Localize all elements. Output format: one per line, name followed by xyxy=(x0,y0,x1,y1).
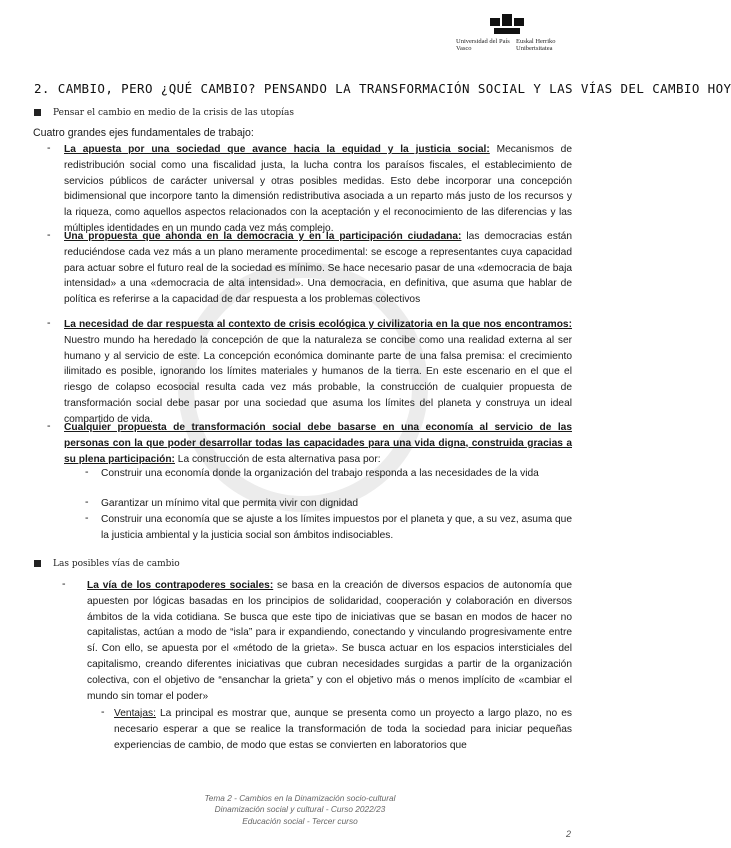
dash-bullet: - xyxy=(62,578,66,590)
list-item: Cualquier propuesta de transformación social debe basarse en una economía al servicio de las personas con la que poder desarrollar todas las capacidades para una vida digna, construida gracias a su plena participación: La construcción de esta alternativa pasa por: xyxy=(64,422,572,465)
list-item: La apuesta por una sociedad que avance hacia la equidad y la justicia social: Mecanismos de redistribución social como una fiscalidad justa, la lucha contra los paraísos fiscales, el establecimiento de servicios públicos de carácter universal y otras posibles medidas. Esto debe incorporar una concepción bidimensional que incorpore tanto la dimensión redistributiva asociada a un reparto más justo de los recursos y la riqueza, como aquellos aspectos relacionados con la aceptación y el reconocimiento de las diferencias y las múltiples identidades en un mundo cada vez más complejo. xyxy=(64,144,572,234)
footer-line: Dinamización social y cultural - Curso 2022/23 xyxy=(214,804,386,815)
dash-bullet: - xyxy=(47,420,51,432)
page-footer xyxy=(0,793,600,827)
dash-bullet: - xyxy=(85,466,89,478)
page-title: 2. CAMBIO, PERO ¿QUÉ CAMBIO? PENSANDO LA TRANSFORMACIÓN SOCIAL Y LAS VÍAS DEL CAMBIO HOY xyxy=(34,81,731,96)
dash-bullet: - xyxy=(85,496,89,508)
footer-line: Tema 2 - Cambios en la Dinamización socio-cultural xyxy=(204,793,396,803)
sub-list-item: Construir una economía donde la organización del trabajo responda a las necesidades de la vida xyxy=(101,468,539,479)
list-item: La vía de los contrapoderes sociales: se basa en la creación de diversos espacios de autonomía que apuesten por lógicas basadas en los principios de solidaridad, cooperación y colaboración en diversos ámbitos de la vida cotidiana. Se busca que este tipo de iniciativas que se basan en modos de hacer no capitalistas, actúan a modo de “isla” para ir expandiendo, conectando y vinculando progresivamente entre sí. Con ello, se apuesta por el «método de la grieta». Se busca actuar en los espacios intersticiales del capitalismo, creando diferentes iniciativas que cubran necesidades surgidas a partir de la organización colectiva, con el objetivo de “ensanchar la grieta” y con el objetivo más o menos implícito de «cambiar el mundo sin tomar el poder» xyxy=(87,580,572,702)
list-item: Una propuesta que ahonda en la democracia y en la participación ciudadana: las democracias están reduciéndose cada vez más a un plano meramente procedimental: se escoge a representantes cuya capacidad para actuar sobre el futuro real de la sociedad es mínimo. Se hace necesario pasar de una «democracia de baja intensidad» a una «democracia de alta intensidad». Una democracia, en definitiva, que asuma que hablar de política es referirse a la capacidad de dar respuesta a los problemas colectivos xyxy=(64,231,572,306)
dash-bullet: - xyxy=(47,229,51,241)
dash-bullet: - xyxy=(47,142,51,154)
intro-text: Cuatro grandes ejes fundamentales de trabajo: xyxy=(33,127,254,139)
university-name-eu: Euskal Herriko Unibertsitatea xyxy=(516,38,556,52)
square-bullet-icon xyxy=(34,560,41,567)
list-item: Ventajas: La principal es mostrar que, aunque se presenta como un proyecto a largo plazo, no es necesario esperar a que se realice la transformación de toda la sociedad para iniciar pequeñas experiencias de cambio, de modo que estas se convierten en laboratorios que xyxy=(114,708,572,751)
sub-list-item: Construir una economía que se ajuste a los límites impuestos por el planeta y que, a su vez, asuma que la justicia ambiental y la justicia social son ámbitos indisociables. xyxy=(101,514,572,541)
square-bullet-icon xyxy=(34,109,41,116)
list-item: La necesidad de dar respuesta al contexto de crisis ecológica y civilizatoria en la que nos encontramos: Nuestro mundo ha heredado la concepción de que la naturaleza se concibe como una realidad externa al ser humano y al servicio de este. La concepción económica dominante parte de una falsa premisa: el crecimiento ilimitado es posible, ignorando los límites materiales y humanos de la tierra. En este escenario en el que el riesgo de colapso ecosocial resulta cada vez más probable, la construcción de cualquier propuesta de transformación social debe pasar por una sociedad que asuma los límites del planeta y construya un ideal compartido de vida. xyxy=(64,319,572,425)
dash-bullet: - xyxy=(101,706,105,718)
dash-bullet: - xyxy=(85,512,89,524)
sub-list-item: Garantizar un mínimo vital que permita vivir con dignidad xyxy=(101,498,359,509)
section-heading-1: Pensar el cambio en medio de la crisis de las utopías xyxy=(34,108,294,118)
page-number: 2 xyxy=(566,829,572,839)
section-heading-2: Las posibles vías de cambio xyxy=(34,559,180,569)
dash-bullet: - xyxy=(47,317,51,329)
university-logo xyxy=(456,14,574,76)
university-name-es: Universidad del País Vasco xyxy=(456,38,510,52)
university-seal-icon xyxy=(490,14,524,36)
footer-line: Educación social - Tercer curso xyxy=(242,815,358,826)
